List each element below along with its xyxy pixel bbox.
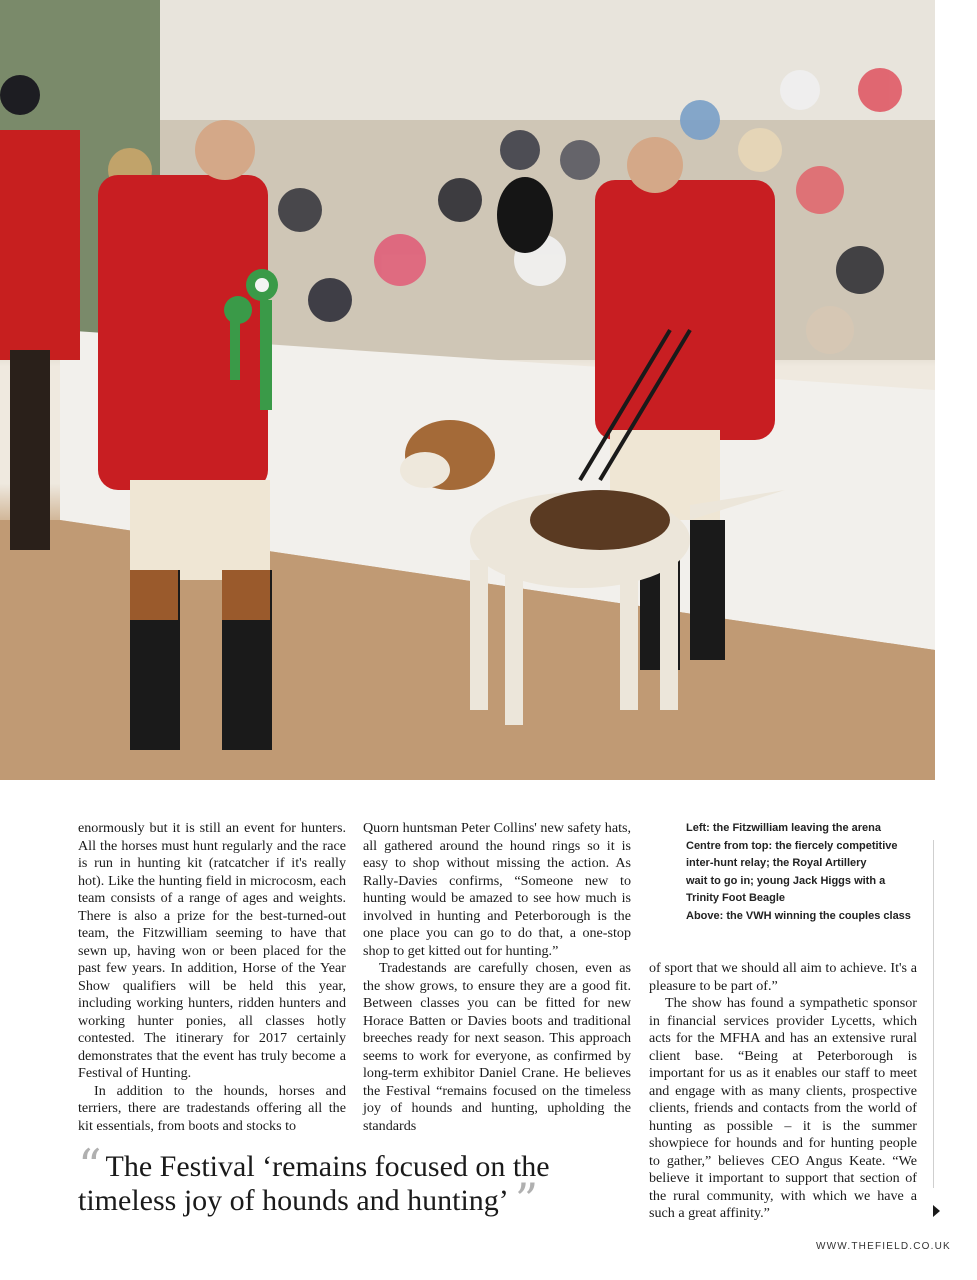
footer-url: WWW.THEFIELD.CO.UK: [816, 1241, 951, 1252]
photo-caption: [686, 820, 926, 926]
article-column-3: [649, 960, 917, 1223]
paragraph: Quorn huntsman Peter Collins' new safety hats, all gathered around the hound rings so it is easy to shop without missing the action. As Rally-Davies confirms, “Someone new to hunting would be amazed to see how much is involved in hunting and Peterborough is the one place you can go to do that, a one-stop shop to get kitted out for hunting.”: [363, 820, 631, 959]
pull-quote: [78, 1139, 638, 1227]
article-column-1: [78, 820, 346, 1135]
caption-line: Trinity Foot Beagle: [686, 892, 786, 905]
caption-line: Centre from top: the fiercely competitive: [686, 839, 898, 852]
caption-line: inter-hunt relay; the Royal Artillery: [686, 857, 867, 870]
column-rule: [933, 840, 934, 1188]
caption-line: wait to go in; young Jack Higgs with a: [686, 874, 886, 887]
continue-arrow-icon: [933, 1205, 940, 1217]
article-column-2: [363, 820, 631, 1135]
paragraph: Tradestands are carefully chosen, even as the show grows, to ensure they are a good fit. Between classes you can be fitted for new Horace Batten or Davies boots and traditional breeches ready for next season. This approach seems to work for everyone, as confirmed by long-term exhibitor Daniel Crane. He believes the Festival “remains focused on the timeless joy of hounds and hunting, upholding the standards: [363, 960, 631, 1134]
close-quote-mark: ”: [514, 1173, 539, 1227]
paragraph: In addition to the hounds, horses and terriers, there are tradestands offering all the kit essentials, from boots and stocks to: [78, 1082, 346, 1134]
open-quote-mark: “: [78, 1139, 102, 1193]
paragraph: The show has found a sympathetic sponsor in financial services provider Lycetts, which acts for the MFHA and has an extensive rural client base. “Being at Peterborough is important for us as it enables our staff to meet and engage with as many clients, prospective clients, friends and contacts from the world of hunting as possible – it is the summer showpiece for hounds and for hunting people to gather,” believes CEO Angus Keate. “We believe it important to support that section of the rural community, with which we have a such a great affinity.”: [649, 995, 917, 1221]
caption-line: Above: the VWH winning the couples class: [686, 909, 911, 922]
pull-quote-text: The Festival ‘remains focused on the timeless joy of hounds and hunting’: [78, 1150, 550, 1217]
paragraph: of sport that we should all aim to achieve. It's a pleasure to be part of.”: [649, 960, 917, 994]
caption-line: Left: the Fitzwilliam leaving the arena: [686, 822, 881, 834]
paragraph: enormously but it is still an event for hunters. All the horses must hunt regularly and the race is run in hunting kit (ratcatcher if it's really hot). Like the hunting field in microcosm, each team consists of a range of ages and weights. There is also a prize for the best-turned-out team, the Fitzwilliam seeming to have that sewn up, having won or been placed for the past few years. In addition, Horse of the Year Show qualifiers will be held this year, including working hunters, ridden hunters and working hunter ponies, all classes hotly contested. The itinerary for 2017 certainly demonstrates that the event has truly become a Festival of Hunting.: [78, 820, 346, 1081]
